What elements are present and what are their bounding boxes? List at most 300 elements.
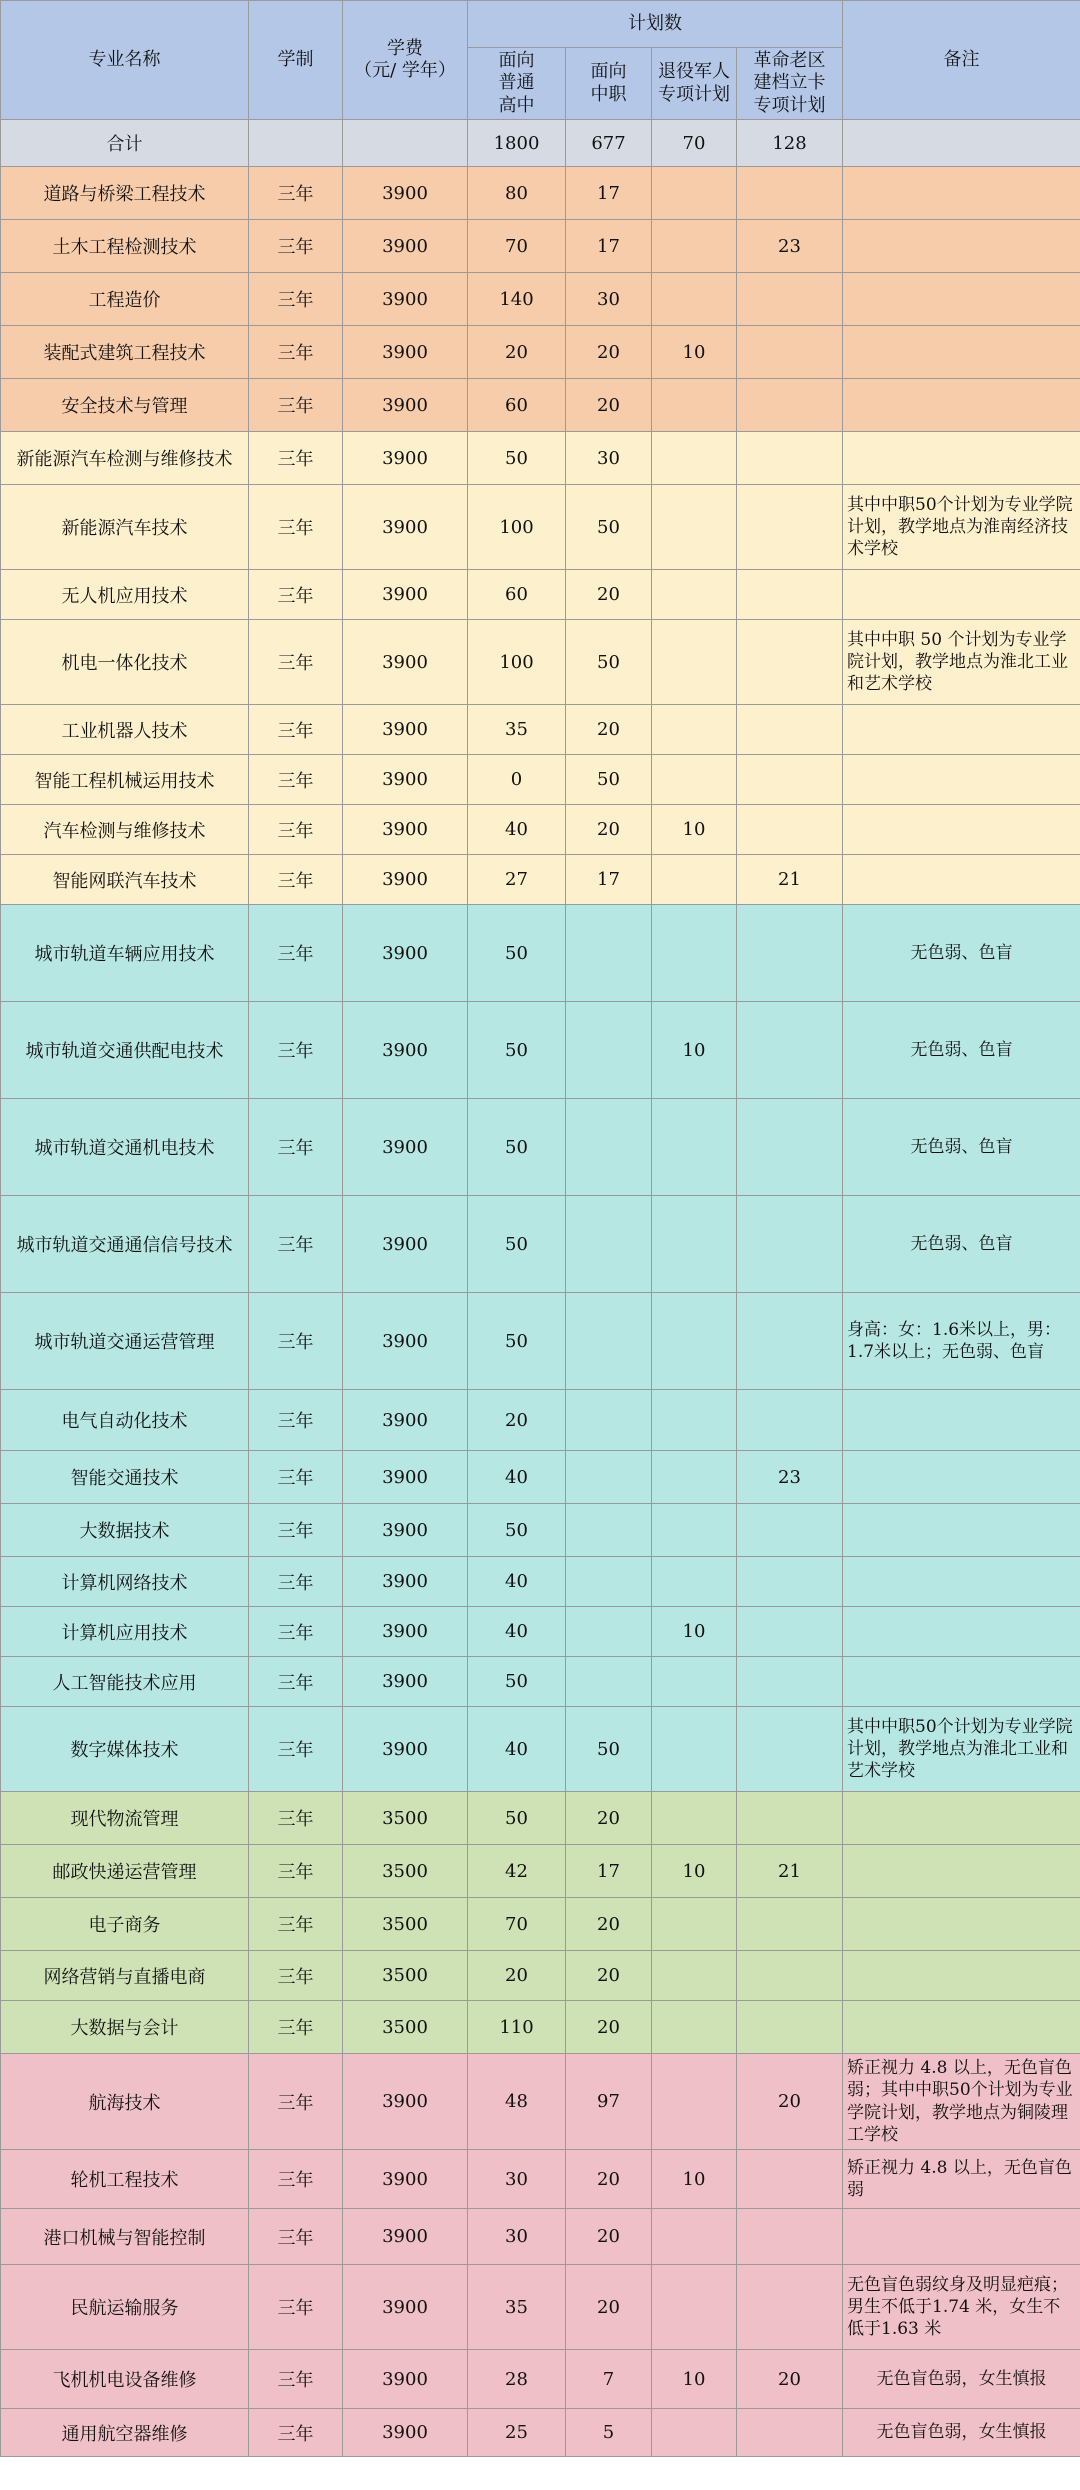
- tuition-fee-cell: 3900: [343, 1099, 468, 1196]
- duration-cell: 三年: [249, 432, 343, 485]
- old-area-plan-cell: 23: [737, 220, 843, 273]
- secondary-plan-cell: 20: [566, 1792, 652, 1845]
- veteran-plan-cell: [652, 379, 737, 432]
- veteran-plan-cell: [652, 1792, 737, 1845]
- secondary-plan-cell: 50: [566, 620, 652, 705]
- old-area-plan-cell: [737, 2001, 843, 2054]
- old-area-plan-cell: [737, 805, 843, 855]
- remarks-cell: [843, 570, 1080, 620]
- duration-cell: 三年: [249, 1557, 343, 1607]
- remarks-cell: [843, 273, 1080, 326]
- major-name-cell: 道路与桥梁工程技术: [1, 167, 249, 220]
- table-row: [1, 432, 1080, 485]
- remarks-cell: [843, 1845, 1080, 1898]
- high-school-plan-cell: 25: [468, 2409, 566, 2457]
- tuition-fee-cell: 3900: [343, 1390, 468, 1451]
- tuition-fee-cell: 3900: [343, 1293, 468, 1390]
- veteran-plan-cell: [652, 855, 737, 905]
- duration-cell: 三年: [249, 1792, 343, 1845]
- high-school-plan-cell: 50: [468, 1196, 566, 1293]
- veteran-plan-cell: [652, 2054, 737, 2150]
- secondary-plan-cell: 30: [566, 432, 652, 485]
- header-line: 面向: [590, 61, 627, 82]
- high-school-plan-cell: 70: [468, 1898, 566, 1951]
- total-old-area: 128: [737, 120, 843, 167]
- veteran-plan-cell: [652, 1557, 737, 1607]
- table-row: [1, 1002, 1080, 1099]
- high-school-plan-cell: 27: [468, 855, 566, 905]
- secondary-plan-cell: [566, 1451, 652, 1504]
- veteran-plan-cell: 10: [652, 2150, 737, 2209]
- secondary-plan-cell: 7: [566, 2350, 652, 2409]
- high-school-plan-cell: 50: [468, 432, 566, 485]
- remarks-cell: [843, 1898, 1080, 1951]
- veteran-plan-cell: [652, 485, 737, 570]
- duration-cell: 三年: [249, 1898, 343, 1951]
- secondary-plan-cell: 20: [566, 2150, 652, 2209]
- table-row: [1, 273, 1080, 326]
- major-name-cell: 网络营销与直播电商: [1, 1951, 249, 2001]
- old-area-plan-cell: [737, 1657, 843, 1707]
- tuition-fee-cell: 3900: [343, 570, 468, 620]
- tuition-fee-cell: 3500: [343, 2001, 468, 2054]
- major-name-cell: 城市轨道交通通信信号技术: [1, 1196, 249, 1293]
- major-name-cell: 邮政快递运营管理: [1, 1845, 249, 1898]
- table-row: [1, 1557, 1080, 1607]
- tuition-fee-cell: 3500: [343, 1792, 468, 1845]
- tuition-fee-cell: 3900: [343, 2409, 468, 2457]
- secondary-plan-cell: 17: [566, 220, 652, 273]
- remarks-cell: [843, 1557, 1080, 1607]
- old-area-plan-cell: 23: [737, 1451, 843, 1504]
- header-high-school: [468, 48, 566, 120]
- secondary-plan-cell: 97: [566, 2054, 652, 2150]
- secondary-plan-cell: 20: [566, 2209, 652, 2265]
- duration-cell: 三年: [249, 1951, 343, 2001]
- secondary-plan-cell: 50: [566, 485, 652, 570]
- table-row: [1, 167, 1080, 220]
- major-name-cell: 新能源汽车检测与维修技术: [1, 432, 249, 485]
- major-name-cell: 电气自动化技术: [1, 1390, 249, 1451]
- header-old-area-plan: [737, 48, 843, 120]
- veteran-plan-cell: [652, 2265, 737, 2350]
- veteran-plan-cell: 10: [652, 1845, 737, 1898]
- remarks-cell: [843, 220, 1080, 273]
- old-area-plan-cell: [737, 1898, 843, 1951]
- tuition-fee-cell: 3900: [343, 2209, 468, 2265]
- duration-cell: 三年: [249, 1707, 343, 1792]
- veteran-plan-cell: 10: [652, 2350, 737, 2409]
- major-name-cell: 人工智能技术应用: [1, 1657, 249, 1707]
- remarks-cell: [843, 1451, 1080, 1504]
- high-school-plan-cell: 35: [468, 2265, 566, 2350]
- tuition-fee-cell: 3900: [343, 2350, 468, 2409]
- high-school-plan-cell: 42: [468, 1845, 566, 1898]
- major-name-cell: 电子商务: [1, 1898, 249, 1951]
- table-row: [1, 2209, 1080, 2265]
- secondary-plan-cell: 20: [566, 379, 652, 432]
- old-area-plan-cell: 20: [737, 2350, 843, 2409]
- old-area-plan-cell: [737, 1557, 843, 1607]
- duration-cell: 三年: [249, 1390, 343, 1451]
- high-school-plan-cell: 20: [468, 1951, 566, 2001]
- secondary-plan-cell: [566, 1293, 652, 1390]
- veteran-plan-cell: [652, 432, 737, 485]
- major-name-cell: 智能工程机械运用技术: [1, 755, 249, 805]
- veteran-plan-cell: [652, 220, 737, 273]
- secondary-plan-cell: 5: [566, 2409, 652, 2457]
- table-row: [1, 485, 1080, 570]
- table-row: [1, 1707, 1080, 1792]
- secondary-plan-cell: [566, 1099, 652, 1196]
- veteran-plan-cell: [652, 2409, 737, 2457]
- remarks-cell: [843, 432, 1080, 485]
- secondary-plan-cell: 20: [566, 326, 652, 379]
- major-name-cell: 装配式建筑工程技术: [1, 326, 249, 379]
- secondary-plan-cell: 20: [566, 705, 652, 755]
- remarks-cell: [843, 1607, 1080, 1657]
- tuition-fee-cell: 3500: [343, 1898, 468, 1951]
- high-school-plan-cell: 60: [468, 570, 566, 620]
- table-row: [1, 2350, 1080, 2409]
- tuition-fee-cell: 3900: [343, 432, 468, 485]
- duration-cell: 三年: [249, 2350, 343, 2409]
- remarks-cell: [843, 1504, 1080, 1557]
- remarks-cell: [843, 805, 1080, 855]
- veteran-plan-cell: [652, 1196, 737, 1293]
- old-area-plan-cell: [737, 1951, 843, 2001]
- table-row: [1, 855, 1080, 905]
- high-school-plan-cell: 28: [468, 2350, 566, 2409]
- high-school-plan-cell: 30: [468, 2209, 566, 2265]
- old-area-plan-cell: [737, 1792, 843, 1845]
- old-area-plan-cell: [737, 570, 843, 620]
- header-line: 专项计划: [658, 83, 730, 105]
- table-row: [1, 1845, 1080, 1898]
- table-row: [1, 1657, 1080, 1707]
- table-row: [1, 705, 1080, 755]
- old-area-plan-cell: 21: [737, 855, 843, 905]
- high-school-plan-cell: 80: [468, 167, 566, 220]
- tuition-fee-cell: 3900: [343, 1002, 468, 1099]
- high-school-plan-cell: 50: [468, 1504, 566, 1557]
- old-area-plan-cell: [737, 273, 843, 326]
- high-school-plan-cell: 20: [468, 1390, 566, 1451]
- old-area-plan-cell: [737, 1390, 843, 1451]
- duration-cell: 三年: [249, 379, 343, 432]
- remarks-cell: [843, 167, 1080, 220]
- secondary-plan-cell: 20: [566, 1951, 652, 2001]
- tuition-fee-cell: 3900: [343, 326, 468, 379]
- high-school-plan-cell: 0: [468, 755, 566, 805]
- header-line: 面向: [498, 49, 535, 71]
- duration-cell: 三年: [249, 1099, 343, 1196]
- header-major-name: 专业名称: [1, 1, 249, 120]
- major-name-cell: 轮机工程技术: [1, 2150, 249, 2209]
- secondary-plan-cell: [566, 1607, 652, 1657]
- duration-cell: 三年: [249, 167, 343, 220]
- old-area-plan-cell: [737, 1504, 843, 1557]
- major-name-cell: 大数据技术: [1, 1504, 249, 1557]
- duration-cell: 三年: [249, 1293, 343, 1390]
- old-area-plan-cell: [737, 1099, 843, 1196]
- major-name-cell: 计算机网络技术: [1, 1557, 249, 1607]
- high-school-plan-cell: 140: [468, 273, 566, 326]
- tuition-fee-cell: 3900: [343, 1557, 468, 1607]
- old-area-plan-cell: 20: [737, 2054, 843, 2150]
- remarks-cell: [843, 2209, 1080, 2265]
- duration-cell: 三年: [249, 485, 343, 570]
- remarks-cell: 无色盲色弱纹身及明显疤痕；男生不低于1.74 米，女生不低于1.63 米: [843, 2265, 1080, 2350]
- veteran-plan-cell: [652, 2209, 737, 2265]
- tuition-fee-cell: 3900: [343, 1607, 468, 1657]
- high-school-plan-cell: 60: [468, 379, 566, 432]
- veteran-plan-cell: [652, 1657, 737, 1707]
- total-row: [1, 120, 1080, 167]
- table-row: [1, 755, 1080, 805]
- secondary-plan-cell: 17: [566, 1845, 652, 1898]
- remarks-cell: 矫正视力 4.8 以上，无色盲色 弱；其中中职50个计划为专业学院计划，教学地点为铜陵理工学校: [843, 2054, 1080, 2150]
- table-row: [1, 2054, 1080, 2150]
- major-name-cell: 智能交通技术: [1, 1451, 249, 1504]
- table-row: [1, 570, 1080, 620]
- remarks-cell: 无色盲色弱，女生慎报: [843, 2409, 1080, 2457]
- major-name-cell: 城市轨道交通运营管理: [1, 1293, 249, 1390]
- table-row: [1, 1792, 1080, 1845]
- table-row: [1, 2265, 1080, 2350]
- header-tuition-fee: [343, 1, 468, 120]
- tuition-fee-cell: 3900: [343, 379, 468, 432]
- major-name-cell: 无人机应用技术: [1, 570, 249, 620]
- remarks-cell: [843, 1657, 1080, 1707]
- old-area-plan-cell: [737, 755, 843, 805]
- veteran-plan-cell: [652, 1390, 737, 1451]
- major-name-cell: 数字媒体技术: [1, 1707, 249, 1792]
- tuition-fee-cell: 3900: [343, 905, 468, 1002]
- major-name-cell: 汽车检测与维修技术: [1, 805, 249, 855]
- remarks-cell: [843, 1390, 1080, 1451]
- major-name-cell: 计算机应用技术: [1, 1607, 249, 1657]
- old-area-plan-cell: [737, 1707, 843, 1792]
- old-area-plan-cell: [737, 167, 843, 220]
- secondary-plan-cell: 20: [566, 805, 652, 855]
- table-row: [1, 2150, 1080, 2209]
- remarks-cell: [843, 755, 1080, 805]
- remarks-cell: [843, 1792, 1080, 1845]
- secondary-plan-cell: 20: [566, 1898, 652, 1951]
- duration-cell: 三年: [249, 273, 343, 326]
- total-secondary: 677: [566, 120, 652, 167]
- old-area-plan-cell: [737, 1196, 843, 1293]
- duration-cell: 三年: [249, 1845, 343, 1898]
- remarks-cell: 无色弱、色盲: [843, 1099, 1080, 1196]
- high-school-plan-cell: 50: [468, 1293, 566, 1390]
- tuition-fee-cell: 3900: [343, 705, 468, 755]
- veteran-plan-cell: 10: [652, 805, 737, 855]
- duration-cell: 三年: [249, 1504, 343, 1557]
- high-school-plan-cell: 30: [468, 2150, 566, 2209]
- old-area-plan-cell: [737, 2209, 843, 2265]
- tuition-fee-cell: 3900: [343, 273, 468, 326]
- veteran-plan-cell: [652, 273, 737, 326]
- old-area-plan-cell: [737, 705, 843, 755]
- table-row: [1, 1607, 1080, 1657]
- remarks-cell: 无色弱、色盲: [843, 1002, 1080, 1099]
- old-area-plan-cell: [737, 1002, 843, 1099]
- table-row: [1, 2409, 1080, 2457]
- secondary-plan-cell: [566, 905, 652, 1002]
- secondary-plan-cell: [566, 1557, 652, 1607]
- total-veteran: 70: [652, 120, 737, 167]
- major-name-cell: 港口机械与智能控制: [1, 2209, 249, 2265]
- major-name-cell: 民航运输服务: [1, 2265, 249, 2350]
- duration-cell: 三年: [249, 905, 343, 1002]
- secondary-plan-cell: 30: [566, 273, 652, 326]
- major-name-cell: 土木工程检测技术: [1, 220, 249, 273]
- old-area-plan-cell: [737, 905, 843, 1002]
- tuition-fee-cell: 3900: [343, 620, 468, 705]
- table-row: [1, 326, 1080, 379]
- tuition-fee-cell: 3500: [343, 1951, 468, 2001]
- tuition-fee-cell: 3900: [343, 755, 468, 805]
- duration-cell: 三年: [249, 2001, 343, 2054]
- veteran-plan-cell: 10: [652, 1607, 737, 1657]
- veteran-plan-cell: 10: [652, 326, 737, 379]
- remarks-cell: [843, 326, 1080, 379]
- major-name-cell: 智能网联汽车技术: [1, 855, 249, 905]
- high-school-plan-cell: 40: [468, 1707, 566, 1792]
- veteran-plan-cell: [652, 905, 737, 1002]
- table-row: [1, 1390, 1080, 1451]
- remarks-cell: [843, 855, 1080, 905]
- remarks-cell: [843, 379, 1080, 432]
- remarks-cell: 身高：女：1.6米以上，男：1.7米以上；无色弱、色盲: [843, 1293, 1080, 1390]
- header-line: 退役军人: [658, 61, 730, 82]
- tuition-fee-cell: 3900: [343, 2265, 468, 2350]
- old-area-plan-cell: [737, 620, 843, 705]
- tuition-fee-cell: 3900: [343, 805, 468, 855]
- table-row: [1, 1951, 1080, 2001]
- major-name-cell: 工业机器人技术: [1, 705, 249, 755]
- header-veteran-plan: [652, 48, 737, 120]
- old-area-plan-cell: [737, 2265, 843, 2350]
- high-school-plan-cell: 20: [468, 326, 566, 379]
- tuition-fee-cell: 3900: [343, 1196, 468, 1293]
- table-row: [1, 1196, 1080, 1293]
- table-row: [1, 805, 1080, 855]
- secondary-plan-cell: [566, 1390, 652, 1451]
- remarks-cell: 无色弱、色盲: [843, 1196, 1080, 1293]
- table-row: [1, 379, 1080, 432]
- header-remarks: 备注: [843, 1, 1080, 120]
- veteran-plan-cell: [652, 1451, 737, 1504]
- tuition-fee-cell: 3900: [343, 220, 468, 273]
- secondary-plan-cell: [566, 1504, 652, 1557]
- secondary-plan-cell: 17: [566, 167, 652, 220]
- secondary-plan-cell: 20: [566, 2265, 652, 2350]
- header-fee-line: 学费: [387, 37, 423, 59]
- high-school-plan-cell: 70: [468, 220, 566, 273]
- total-remarks-cell: [843, 120, 1080, 167]
- table-row: [1, 1451, 1080, 1504]
- secondary-plan-cell: 20: [566, 570, 652, 620]
- remarks-cell: [843, 705, 1080, 755]
- table-row: [1, 1099, 1080, 1196]
- major-name-cell: 飞机机电设备维修: [1, 2350, 249, 2409]
- duration-cell: 三年: [249, 2265, 343, 2350]
- old-area-plan-cell: [737, 2150, 843, 2209]
- high-school-plan-cell: 110: [468, 2001, 566, 2054]
- tuition-fee-cell: 3900: [343, 2054, 468, 2150]
- high-school-plan-cell: 50: [468, 1002, 566, 1099]
- tuition-fee-cell: 3900: [343, 1657, 468, 1707]
- remarks-cell: 其中中职50个计划为专业学院计划，教学地点为淮南经济技术学校: [843, 485, 1080, 570]
- remarks-cell: 无色弱、色盲: [843, 905, 1080, 1002]
- header-line: 中职: [590, 83, 627, 105]
- old-area-plan-cell: [737, 485, 843, 570]
- duration-cell: 三年: [249, 326, 343, 379]
- header-fee-line: （元/ 学年）: [354, 60, 456, 81]
- high-school-plan-cell: 50: [468, 905, 566, 1002]
- old-area-plan-cell: [737, 1293, 843, 1390]
- tuition-fee-cell: 3900: [343, 1504, 468, 1557]
- major-name-cell: 工程造价: [1, 273, 249, 326]
- duration-cell: 三年: [249, 1657, 343, 1707]
- major-name-cell: 机电一体化技术: [1, 620, 249, 705]
- duration-cell: 三年: [249, 2054, 343, 2150]
- secondary-plan-cell: [566, 1002, 652, 1099]
- header-duration: 学制: [249, 1, 343, 120]
- secondary-plan-cell: [566, 1196, 652, 1293]
- old-area-plan-cell: 21: [737, 1845, 843, 1898]
- table-row: [1, 620, 1080, 705]
- table-row: [1, 1293, 1080, 1390]
- tuition-fee-cell: 3500: [343, 1845, 468, 1898]
- duration-cell: 三年: [249, 2150, 343, 2209]
- major-name-cell: 安全技术与管理: [1, 379, 249, 432]
- duration-cell: 三年: [249, 1607, 343, 1657]
- major-name-cell: 通用航空器维修: [1, 2409, 249, 2457]
- high-school-plan-cell: 100: [468, 620, 566, 705]
- header-line: 革命老区: [753, 49, 826, 71]
- total-fee-cell: [343, 120, 468, 167]
- major-name-cell: 航海技术: [1, 2054, 249, 2150]
- high-school-plan-cell: 40: [468, 805, 566, 855]
- header-plan-group: 计划数: [468, 1, 843, 48]
- table-row: [1, 905, 1080, 1002]
- remarks-cell: [843, 1951, 1080, 2001]
- old-area-plan-cell: [737, 379, 843, 432]
- duration-cell: 三年: [249, 755, 343, 805]
- veteran-plan-cell: [652, 1898, 737, 1951]
- major-name-cell: 城市轨道交通供配电技术: [1, 1002, 249, 1099]
- high-school-plan-cell: 40: [468, 1451, 566, 1504]
- high-school-plan-cell: 40: [468, 1607, 566, 1657]
- secondary-plan-cell: 50: [566, 755, 652, 805]
- secondary-plan-cell: 20: [566, 2001, 652, 2054]
- veteran-plan-cell: [652, 1707, 737, 1792]
- remarks-cell: 无色盲色弱，女生慎报: [843, 2350, 1080, 2409]
- major-name-cell: 大数据与会计: [1, 2001, 249, 2054]
- veteran-plan-cell: [652, 1951, 737, 2001]
- duration-cell: 三年: [249, 2409, 343, 2457]
- table-row: [1, 1504, 1080, 1557]
- header-line: 专项计划: [753, 94, 826, 116]
- major-name-cell: 城市轨道交通机电技术: [1, 1099, 249, 1196]
- header-line: 高中: [498, 94, 535, 116]
- secondary-plan-cell: 17: [566, 855, 652, 905]
- high-school-plan-cell: 50: [468, 1099, 566, 1196]
